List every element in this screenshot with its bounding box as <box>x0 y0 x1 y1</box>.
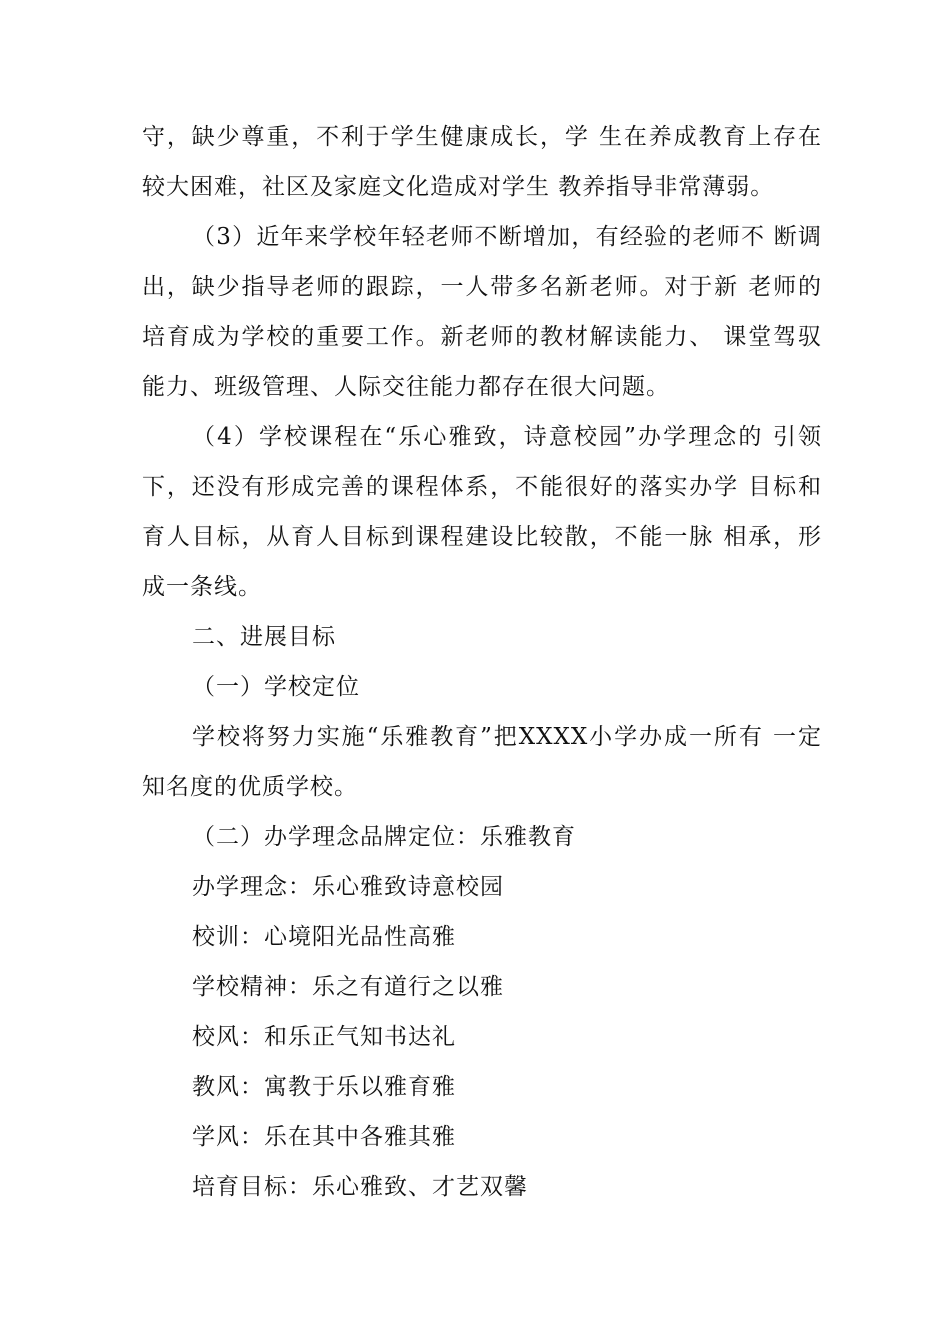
subsection-heading-school-positioning: （一）学校定位 <box>192 674 360 700</box>
line-school-philosophy: 办学理念：乐心雅致诗意校园 <box>192 874 504 900</box>
document-body <box>142 112 822 1212</box>
section-heading-development-goals: 二、进展目标 <box>192 624 336 650</box>
line-training-goal: 培育目标：乐心雅致、才艺双馨 <box>192 1174 528 1200</box>
line-learning-style: 学风：乐在其中各雅其雅 <box>192 1124 456 1150</box>
line-teaching-style: 教风：寓教于乐以雅育雅 <box>192 1074 456 1100</box>
line-school-spirit: 学校精神：乐之有道行之以雅 <box>192 974 504 1000</box>
paragraph-continuation: 守，缺少尊重，不利于学生健康成长，学 生在养成教育上存在较大困难，社区及家庭文化造成对学生 教养指导非常薄弱。 <box>142 124 822 200</box>
subsection-heading-brand-positioning: （二）办学理念品牌定位：乐雅教育 <box>192 824 576 850</box>
line-school-ethos: 校风：和乐正气知书达礼 <box>192 1024 456 1050</box>
line-school-motto: 校训：心境阳光品性高雅 <box>192 924 456 950</box>
paragraph-item-3: （3）近年来学校年轻老师不断增加，有经验的老师不 断调出，缺少指导老师的跟踪，一人带多名新老师。对于新 老师的培育成为学校的重要工作。新老师的教材解读能力、 课堂驾驭能力、班级管理、人际交往能力都存在很大问题。 <box>142 224 822 400</box>
paragraph-school-positioning: 学校将努力实施“乐雅教育”把XXXX小学办成一所有 一定知名度的优质学校。 <box>142 724 822 800</box>
paragraph-item-4: （4）学校课程在“乐心雅致，诗意校园”办学理念的 引领下，还没有形成完善的课程体系，不能很好的落实办学 目标和育人目标，从育人目标到课程建设比较散，不能一脉 相承，形成一条线。 <box>142 424 822 600</box>
